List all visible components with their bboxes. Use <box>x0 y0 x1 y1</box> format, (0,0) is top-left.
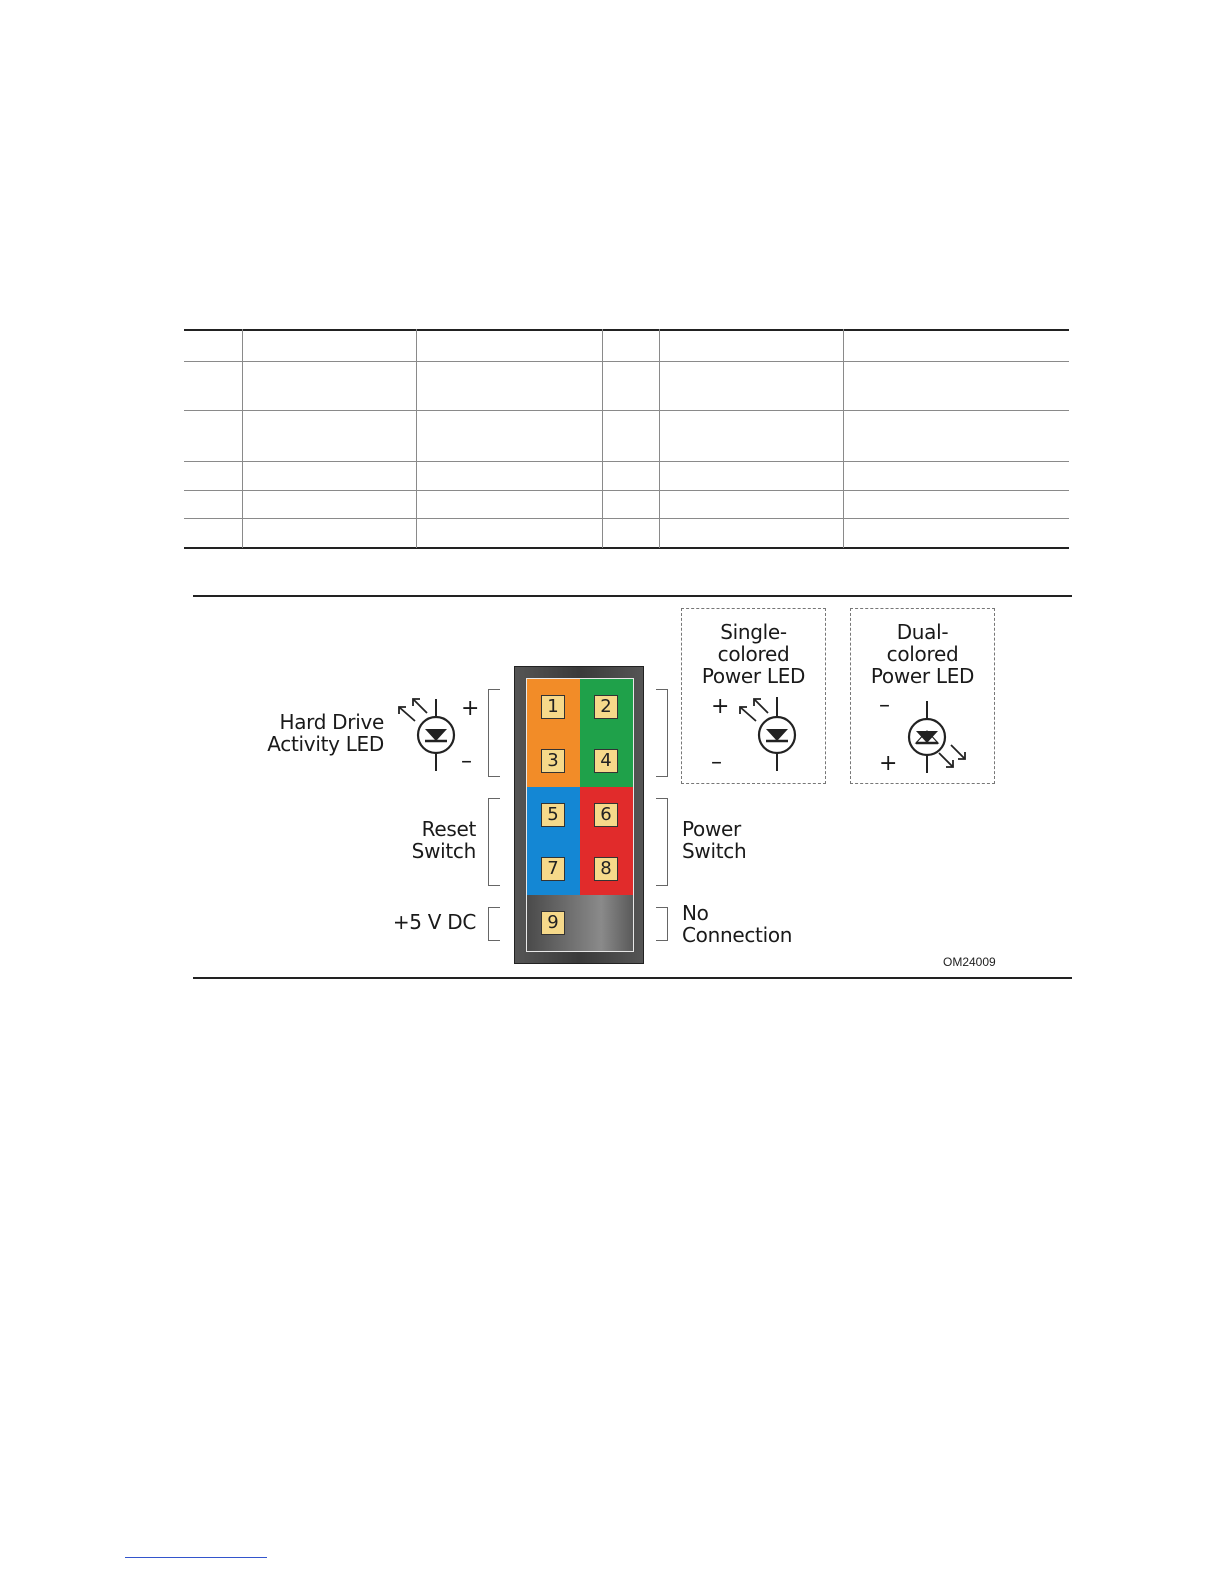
table-col-divider <box>602 329 603 548</box>
dual-led-plus-sign: + <box>879 751 898 776</box>
power-switch-label-line2: Switch <box>682 839 747 863</box>
dual-led-title-line2: colored <box>886 642 959 666</box>
pin-assignment-table <box>184 329 1069 549</box>
pin-8: 8 <box>594 857 618 881</box>
pin-4: 4 <box>594 749 618 773</box>
table-row-divider <box>184 461 1069 462</box>
reset-label-line1: Reset <box>421 817 476 841</box>
single-led-minus-sign: – <box>711 750 722 775</box>
pin-9: 9 <box>541 911 565 935</box>
pin-5: 5 <box>541 803 565 827</box>
power-led-bracket <box>656 689 668 777</box>
no-connection-label-line1: No <box>682 901 709 925</box>
vdc-label: +5 V DC <box>392 910 476 934</box>
no-connection-bracket <box>656 907 668 941</box>
front-panel-header <box>514 666 644 964</box>
header-pin-field <box>526 678 634 952</box>
table-row-divider <box>184 361 1069 362</box>
single-led-title-line1: Single- <box>720 620 787 644</box>
single-led-title-line2: colored <box>717 642 790 666</box>
dual-led-title-line3: Power LED <box>870 664 975 688</box>
figure-code: OM24009 <box>943 955 996 969</box>
power-switch-bracket <box>656 798 668 886</box>
table-row-divider <box>184 410 1069 411</box>
table-top-rule <box>184 329 1069 331</box>
table-col-divider <box>242 329 243 548</box>
dual-colored-led-box <box>850 608 995 784</box>
hdd-bracket <box>488 689 500 777</box>
reset-switch-label <box>380 818 476 862</box>
power-switch-label <box>682 818 746 862</box>
footer-link-underline[interactable] <box>125 1557 267 1558</box>
hdd-led-label-line2: Activity LED <box>267 732 384 756</box>
single-led-plus-sign: + <box>711 694 730 719</box>
table-col-divider <box>659 329 660 548</box>
table-bottom-rule <box>184 547 1069 549</box>
power-switch-label-line1: Power <box>682 817 741 841</box>
hdd-minus-sign: – <box>461 749 472 774</box>
pin-1: 1 <box>541 695 565 719</box>
pin-2: 2 <box>594 695 618 719</box>
dual-led-title-line1: Dual- <box>896 620 949 644</box>
figure-bottom-rule <box>193 977 1072 979</box>
no-connection-label <box>682 902 792 946</box>
hdd-led-label <box>250 711 384 755</box>
table-col-divider <box>416 329 417 548</box>
table-col-divider <box>843 329 844 548</box>
dual-led-minus-sign: – <box>879 693 890 718</box>
vdc-bracket <box>488 907 500 941</box>
pin-3: 3 <box>541 749 565 773</box>
pin-6: 6 <box>594 803 618 827</box>
hdd-led-diode-icon <box>393 695 463 775</box>
hdd-plus-sign: + <box>461 696 480 721</box>
no-connection-label-line2: Connection <box>682 923 793 947</box>
dual-led-title <box>851 621 994 687</box>
table-row-divider <box>184 490 1069 491</box>
reset-label-line2: Switch <box>411 839 476 863</box>
pin-7: 7 <box>541 857 565 881</box>
single-colored-led-box <box>681 608 826 784</box>
single-led-diode-icon <box>734 693 804 773</box>
single-led-title-line3: Power LED <box>701 664 806 688</box>
reset-bracket <box>488 798 500 886</box>
dual-led-diode-icon <box>901 697 981 777</box>
figure-top-rule <box>193 595 1072 597</box>
single-led-title <box>682 621 825 687</box>
hdd-led-label-line1: Hard Drive <box>279 710 384 734</box>
table-row-divider <box>184 518 1069 519</box>
